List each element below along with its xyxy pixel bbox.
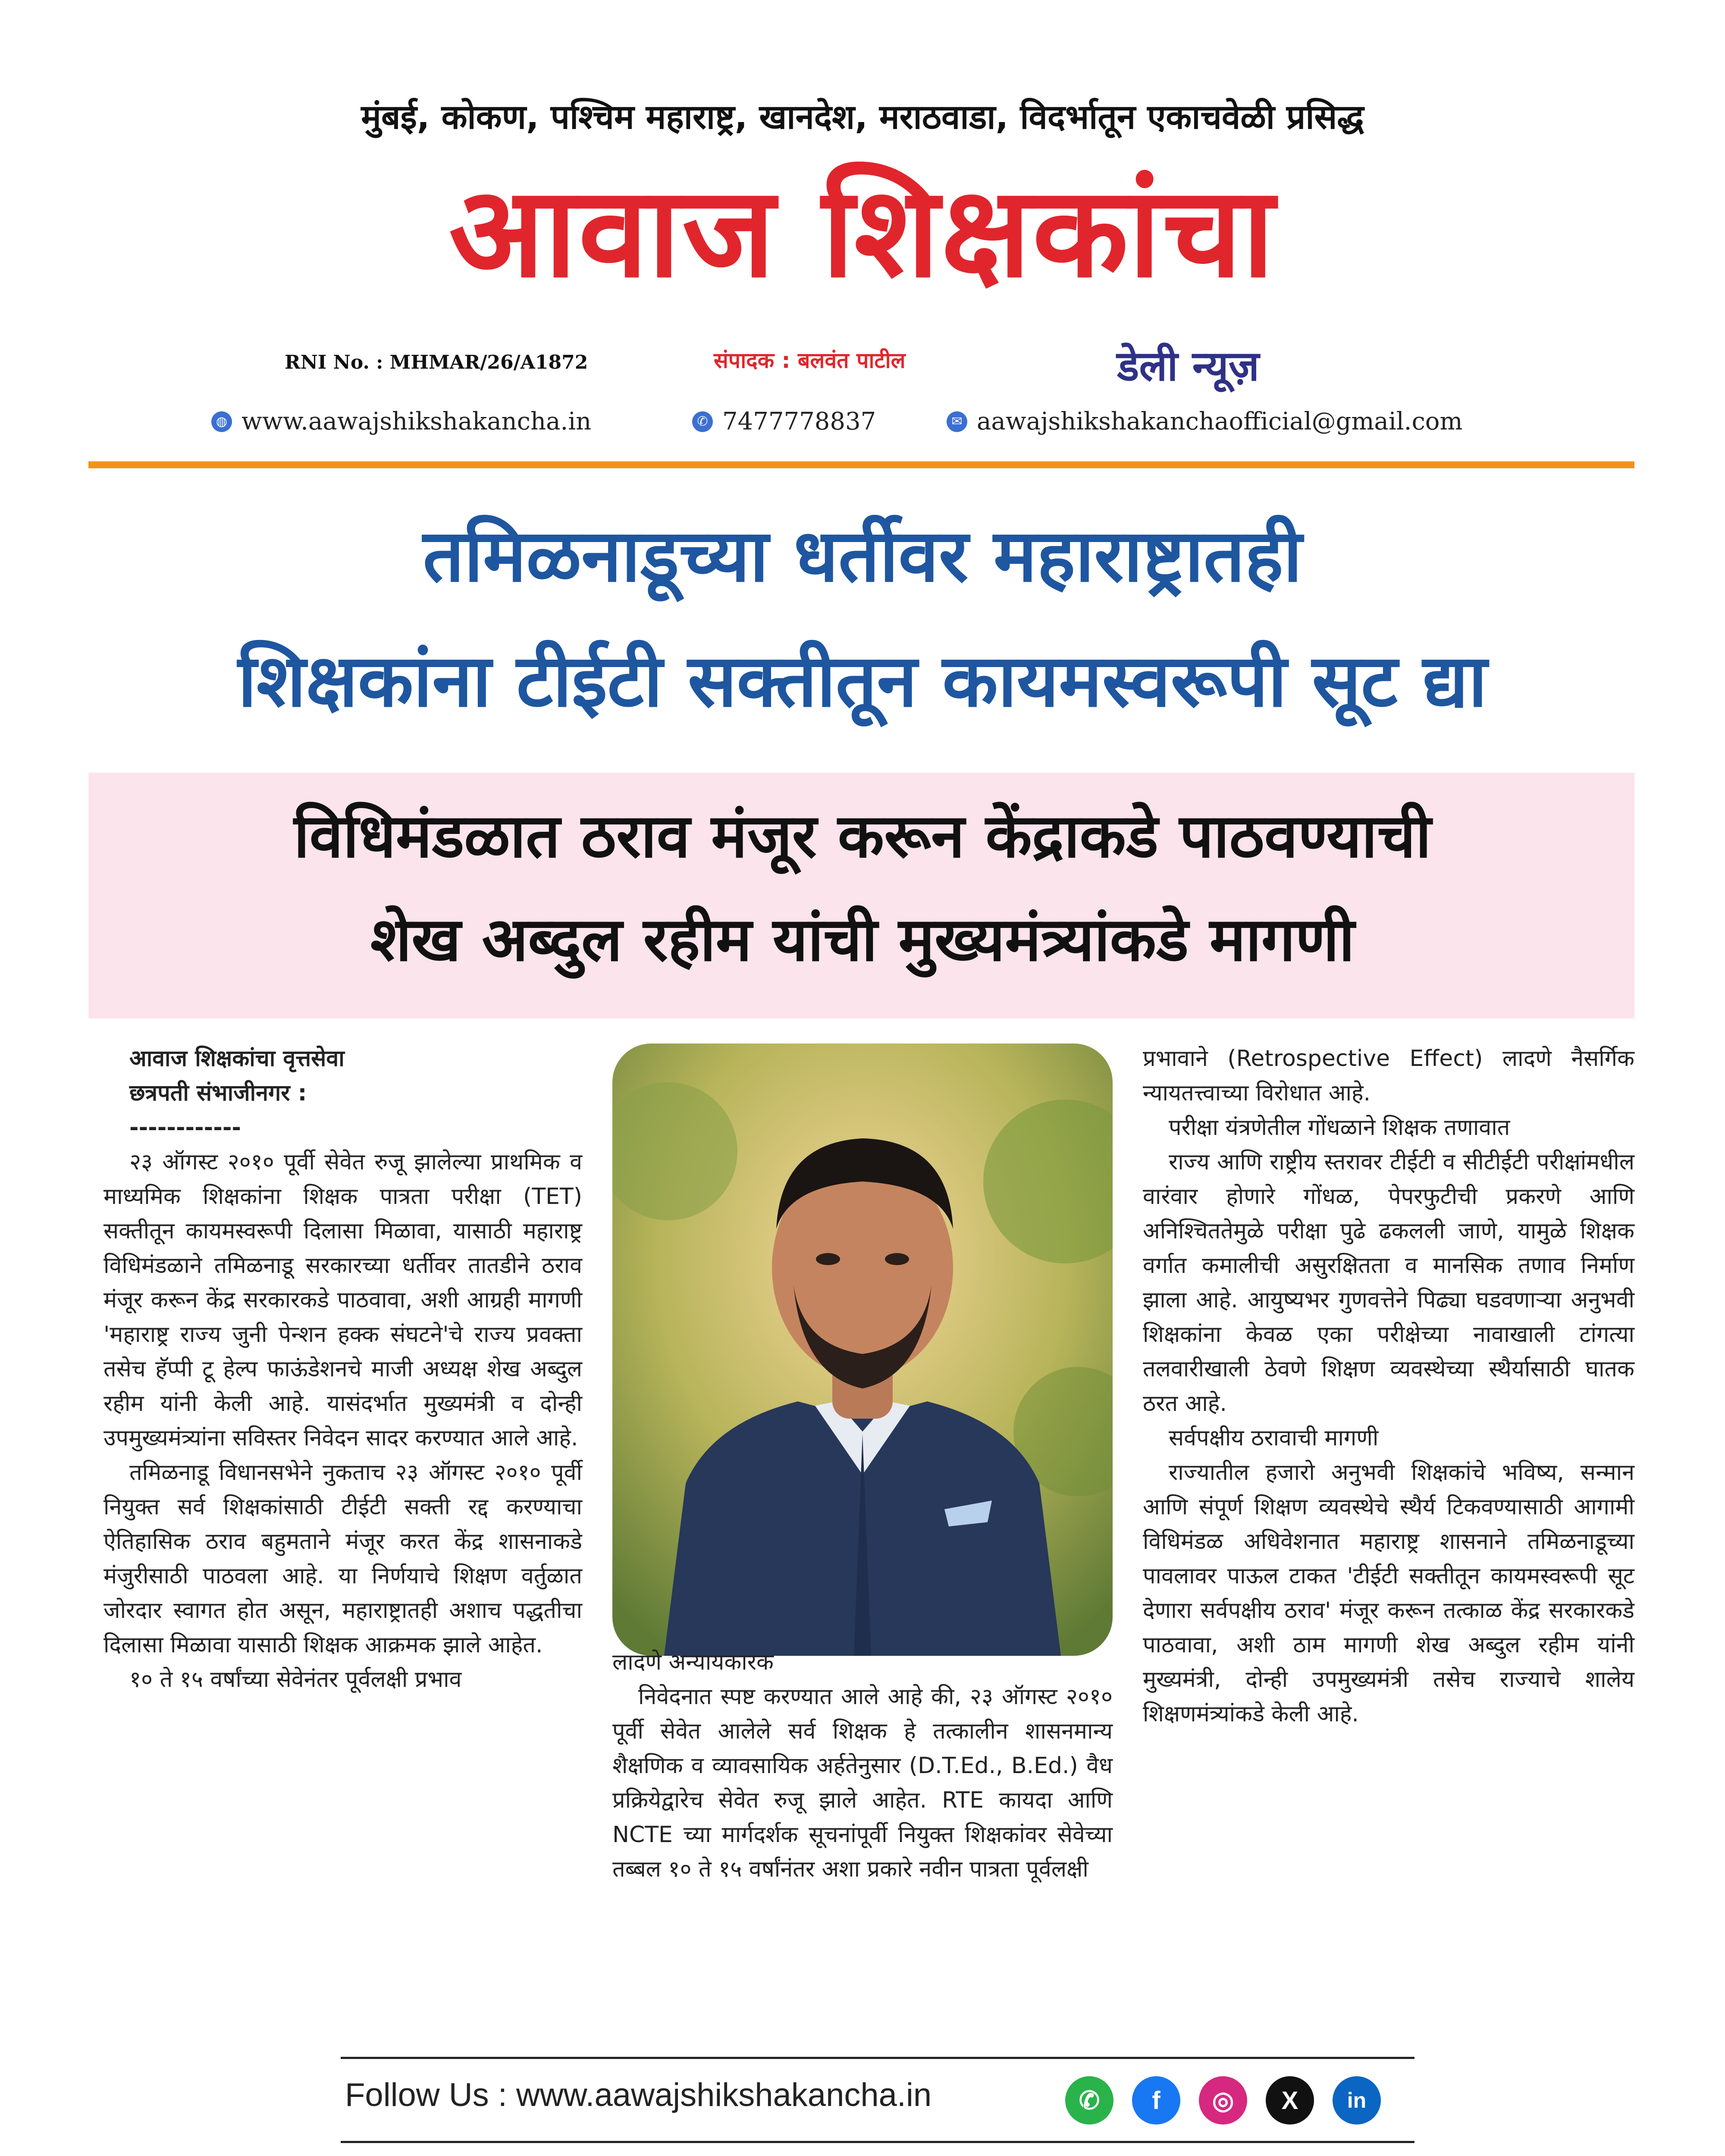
headline-line-2: शिक्षकांना टीईटी सक्तीतून कायमस्वरूपी सूट द्या	[238, 639, 1487, 723]
whatsapp-icon[interactable]: ✆	[1065, 2076, 1113, 2125]
editor-name: संपादक : बलवंत पाटील	[714, 348, 906, 373]
linkedin-icon[interactable]: in	[1333, 2076, 1381, 2125]
email-icon: ✉	[947, 411, 967, 432]
paragraph: राज्य आणि राष्ट्रीय स्तरावर टीईटी व सीटीईटी परीक्षांमधील वारंवार होणारे गोंधळ, पेपरफुटीची प्रकरणे आणि अनिश्चिततेमुळे परीक्षा पुढे ढकलली जाणे, यामुळे शिक्षक वर्गात कमालीची असुरक्षितता व मानसिक तणाव निर्माण झाला आहे. आयुष्यभर गुणवत्तेने पिढ्या घडवणाऱ्या अनुभवी शिक्षकांना केवळ एका परीक्षेच्या नावाखाली टांगत्या तलवारीखाली ठेवणे शिक्षण व्यवस्थेच्या स्थैर्यासाठी घातक ठरत आहे.	[1143, 1149, 1634, 1416]
instagram-icon[interactable]: ◎	[1199, 2076, 1247, 2125]
subheading: लादणे अन्यायकारक	[612, 1649, 774, 1675]
paragraph: निवेदनात स्पष्ट करण्यात आले आहे की, २३ ऑगस्ट २०१० पूर्वी सेवेत आलेले सर्व शिक्षक हे तत्कालीन शासनमान्य शैक्षणिक व व्यावसायिक अर्हतेनुसार (D.T.Ed., B.Ed.) वैध प्रक्रियेद्वारेच सेवेत रुजू झाले आहेत. RTE कायदा आणि NCTE च्या मार्गदर्शक सूचनांपूर्वी नियुक्त शिक्षकांवर सेवेच्या तब्बल १० ते १५ वर्षांनंतर अशा प्रकारे नवीन पात्रता पूर्वलक्षी	[612, 1684, 1113, 1882]
x-icon[interactable]: X	[1266, 2076, 1314, 2125]
email-contact[interactable]	[947, 407, 1463, 436]
subheadline-line-1: विधिमंडळात ठराव मंजूर करून केंद्राकडे पाठवण्याची	[294, 801, 1431, 871]
subheading: सर्वपक्षीय ठरावाची मागणी	[1169, 1425, 1379, 1451]
article-column-2	[612, 1645, 1113, 1887]
phone-contact[interactable]	[692, 407, 876, 436]
facebook-icon[interactable]: f	[1132, 2076, 1180, 2125]
footer-top-rule	[341, 2057, 1414, 2059]
paragraph: राज्यातील हजारो अनुभवी शिक्षकांचे भविष्य, सन्मान आणि संपूर्ण शिक्षण व्यवस्थेचे स्थैर्य टिकवण्यासाठी आगामी विधिमंडळ अधिवेशनात महाराष्ट्र शासनाने तमिळनाडूच्या पावलावर पाऊल टाकत 'टीईटी सक्तीतून कायमस्वरूपी सूट देणारा सर्वपक्षीय ठराव' मंजूर करून तत्काळ केंद्र सरकारकडे पाठवावा, अशी ठाम मागणी शेख अब्दुल रहीम यांनी मुख्यमंत्री, दोन्ही उपमुख्यमंत्री तसेच राज्याचे शालेय शिक्षणमंत्र्यांकडे केली आहे.	[1143, 1460, 1634, 1727]
follow-us-text[interactable]: Follow Us : www.aawajshikshakancha.in	[345, 2077, 932, 2113]
website-text: www.aawajshikshakancha.in	[242, 407, 592, 436]
dateline: छत्रपती संभाजीनगर :	[129, 1080, 307, 1106]
byline: आवाज शिक्षकांचा वृत्तसेवा	[129, 1046, 345, 1072]
footer-bottom-rule	[341, 2141, 1414, 2143]
article-column-3	[1143, 1041, 1634, 1731]
website-contact[interactable]	[211, 407, 591, 436]
email-text: aawajshikshakanchaofficial@gmail.com	[977, 407, 1463, 436]
masthead-title: आवाज शिक्षकांचा	[448, 160, 1276, 305]
person-photo	[612, 1044, 1113, 1656]
headline-line-1: तमिळनाडूच्या धर्तीवर महाराष्ट्रातही	[423, 514, 1302, 598]
phone-text: 7477778837	[722, 407, 876, 436]
paragraph: १० ते १५ वर्षांच्या सेवेनंतर पूर्वलक्षी प्रभाव	[129, 1667, 462, 1692]
header-divider	[88, 461, 1634, 468]
phone-icon: ✆	[692, 411, 713, 432]
edition-label: डेली न्यूज़	[1117, 342, 1259, 390]
masthead-tagline: मुंबई, कोकण, पश्चिम महाराष्ट्र, खानदेश, मराठवाडा, विदर्भातून एकाचवेळी प्रसिद्ध	[361, 98, 1364, 137]
subheadline-line-2: शेख अब्दुल रहीम यांची मुख्यमंत्र्यांकडे मागणी	[370, 905, 1355, 975]
globe-icon: ◍	[211, 411, 232, 432]
paragraph: प्रभावाने (Retrospective Effect) लादणे नैसर्गिक न्यायतत्त्वाच्या विरोधात आहे.	[1143, 1046, 1634, 1106]
subheading: परीक्षा यंत्रणेतील गोंधळाने शिक्षक तणावात	[1169, 1115, 1510, 1141]
paragraph: तमिळनाडू विधानसभेने नुकताच २३ ऑगस्ट २०१० पूर्वी नियुक्त सर्व शिक्षकांसाठी टीईटी सक्ती रद्द करण्याचा ऐतिहासिक ठराव बहुमताने मंजूर करत केंद्र शासनाकडे मंजुरीसाठी पाठवला आहे. या निर्णयाचे शिक्षण वर्तुळात जोरदार स्वागत होत असून, महाराष्ट्रातही अशाच पद्धतीचा दिलासा मिळावा यासाठी शिक्षक आक्रमक झाले आहेत.	[104, 1460, 582, 1658]
article-column-1	[104, 1041, 582, 1697]
person-illustration	[612, 1044, 1113, 1656]
separator: ------------	[129, 1115, 241, 1141]
paragraph: २३ ऑगस्ट २०१० पूर्वी सेवेत रुजू झालेल्या प्राथमिक व माध्यमिक शिक्षकांना शिक्षक पात्रता परीक्षा (TET) सक्तीतून कायमस्वरूपी दिलासा मिळावा, यासाठी महाराष्ट्र विधिमंडळाने तमिळनाडू सरकारच्या धर्तीवर तातडीने ठराव मंजूर करून केंद्र सरकारकडे पाठवावा, अशी आग्रही मागणी 'महाराष्ट्र राज्य जुनी पेन्शन हक्क संघटने'चे राज्य प्रवक्ता तसेच हॅप्पी टू हेल्प फाऊंडेशनचे माजी अध्यक्ष शेख अब्दुल रहीम यांनी केली आहे. यासंदर्भात मुख्यमंत्री व दोन्ही उपमुख्यमंत्र्यांना सविस्तर निवेदन सादर करण्यात आले आहे.	[104, 1149, 582, 1451]
rni-number: RNI No. : MHMAR/26/A1872	[285, 351, 588, 373]
